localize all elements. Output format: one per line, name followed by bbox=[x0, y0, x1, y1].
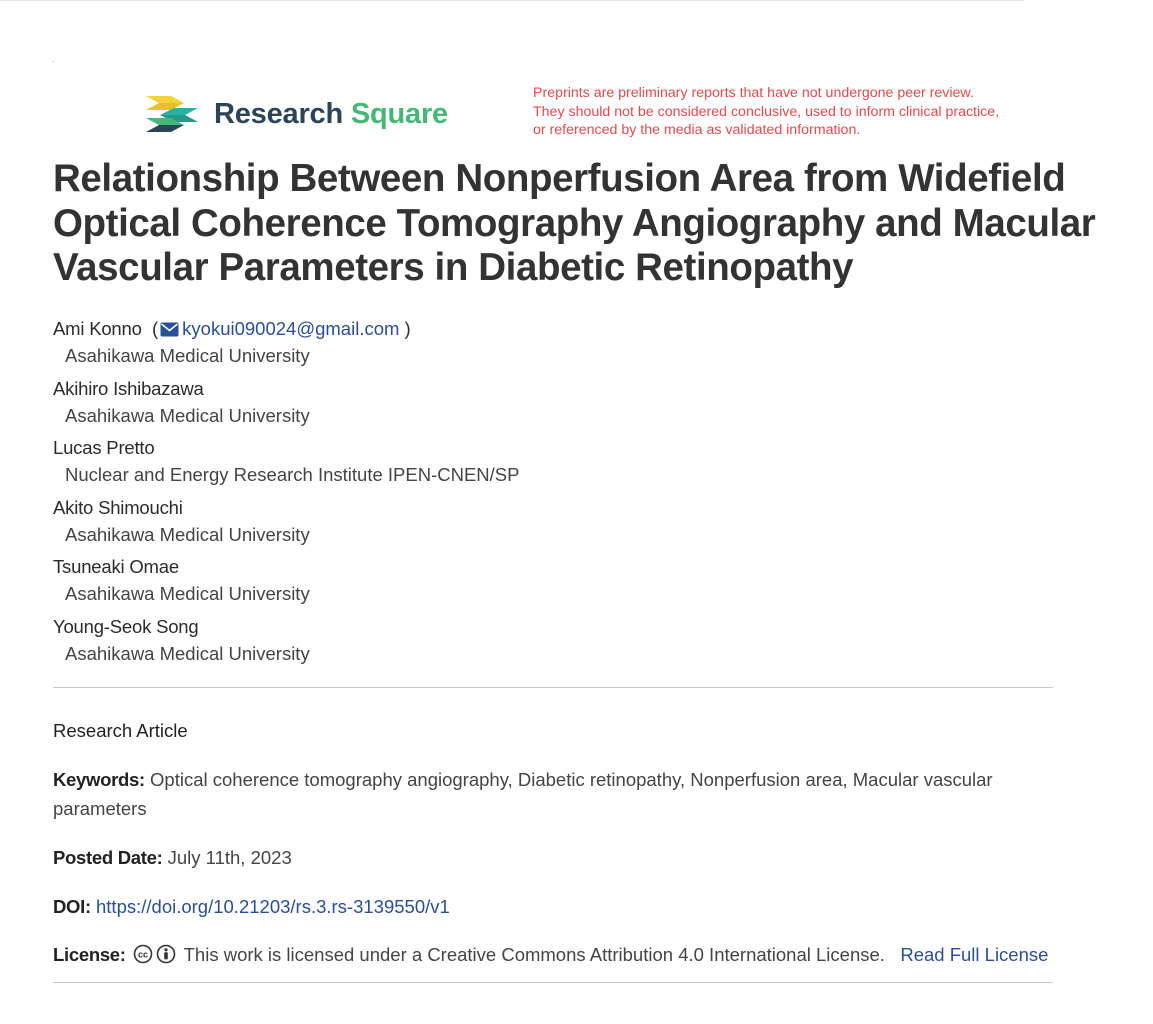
close-paren: ) bbox=[399, 318, 411, 339]
author-name: Tsuneaki Omae bbox=[53, 556, 179, 577]
author-name-line bbox=[53, 316, 1013, 342]
research-square-logo[interactable] bbox=[144, 90, 448, 138]
author-email-link[interactable] bbox=[158, 318, 399, 339]
bottom-divider bbox=[53, 982, 1053, 983]
author-name-line bbox=[53, 554, 1013, 580]
author-name-line bbox=[53, 435, 1013, 461]
author-name-line bbox=[53, 614, 1013, 640]
posted-date-label: Posted Date: bbox=[53, 847, 163, 868]
author-entry bbox=[53, 554, 1013, 614]
author-name: Lucas Pretto bbox=[53, 437, 155, 458]
doi-label: DOI: bbox=[53, 896, 91, 917]
corner-mark bbox=[52, 61, 54, 62]
doi bbox=[53, 892, 1053, 921]
doi-link[interactable]: https://doi.org/10.21203/rs.3.rs-3139550/v1 bbox=[96, 896, 450, 917]
author-name: Ami Konno bbox=[53, 318, 142, 339]
license-label: License: bbox=[53, 944, 126, 965]
license-text: This work is licensed under a Creative Commons Attribution 4.0 International License. bbox=[183, 944, 885, 965]
title-line: Optical Coherence Tomography Angiography and Macular bbox=[53, 201, 1096, 245]
logo-wordmark bbox=[214, 98, 448, 131]
logo-word-research: Research bbox=[214, 97, 343, 130]
svg-text:cc: cc bbox=[137, 949, 148, 960]
author-name: Young-Seok Song bbox=[53, 615, 199, 637]
logo-word-square: Square bbox=[350, 97, 448, 130]
posted-date-value: July 11th, 2023 bbox=[167, 847, 292, 868]
author-name: Akito Shimouchi bbox=[53, 496, 183, 518]
author-affiliation: Nuclear and Energy Research Institute IPEN-CNEN/SP bbox=[65, 464, 520, 485]
author-entry bbox=[53, 435, 1013, 495]
disclaimer-line: Preprints are preliminary reports that have not undergone peer review. bbox=[533, 85, 974, 101]
author-entry bbox=[53, 316, 1013, 376]
section-divider bbox=[53, 687, 1053, 688]
author-affiliation: Asahikawa Medical University bbox=[65, 642, 310, 664]
author-affiliation: Asahikawa Medical University bbox=[65, 583, 310, 604]
disclaimer-line: or referenced by the media as validated information. bbox=[533, 122, 861, 138]
creative-commons-by-icon bbox=[133, 944, 177, 964]
author-name-line bbox=[53, 495, 1013, 521]
research-square-logo-mark-icon bbox=[144, 92, 200, 136]
preprint-disclaimer bbox=[533, 84, 1053, 140]
author-list bbox=[53, 316, 1013, 673]
article-type-label: Research Article bbox=[53, 720, 188, 741]
license bbox=[53, 940, 1053, 969]
disclaimer-line: They should not be considered conclusive, used to inform clinical practice, bbox=[533, 103, 1000, 120]
title-line: Relationship Between Nonperfusion Area from Widefield bbox=[53, 157, 1066, 200]
author-email: kyokui090024@gmail.com bbox=[182, 318, 400, 339]
author-entry bbox=[53, 614, 1013, 674]
posted-date bbox=[53, 843, 1053, 872]
author-name: Akihiro Ishibazawa bbox=[53, 377, 204, 399]
author-entry bbox=[53, 376, 1013, 436]
keywords-value-continued: parameters bbox=[53, 798, 147, 819]
author-affiliation: Asahikawa Medical University bbox=[65, 404, 310, 426]
author-affiliation: Asahikawa Medical University bbox=[65, 345, 310, 366]
keywords-value: Optical coherence tomography angiography, Diabetic retinopathy, Nonperfusion area, Macular vascular bbox=[150, 769, 993, 790]
title-line: Vascular Parameters in Diabetic Retinopathy bbox=[53, 246, 854, 289]
envelope-icon bbox=[160, 322, 179, 337]
author-name-line bbox=[53, 376, 1013, 402]
keywords bbox=[53, 765, 1053, 823]
author-entry bbox=[53, 495, 1013, 555]
read-full-license-link[interactable]: Read Full License bbox=[900, 944, 1049, 965]
open-paren: ( bbox=[146, 318, 159, 339]
paper-title bbox=[53, 157, 1153, 291]
author-affiliation: Asahikawa Medical University bbox=[65, 523, 310, 545]
top-divider bbox=[0, 0, 1024, 1]
keywords-label: Keywords: bbox=[53, 769, 145, 790]
article-type bbox=[53, 716, 1053, 745]
